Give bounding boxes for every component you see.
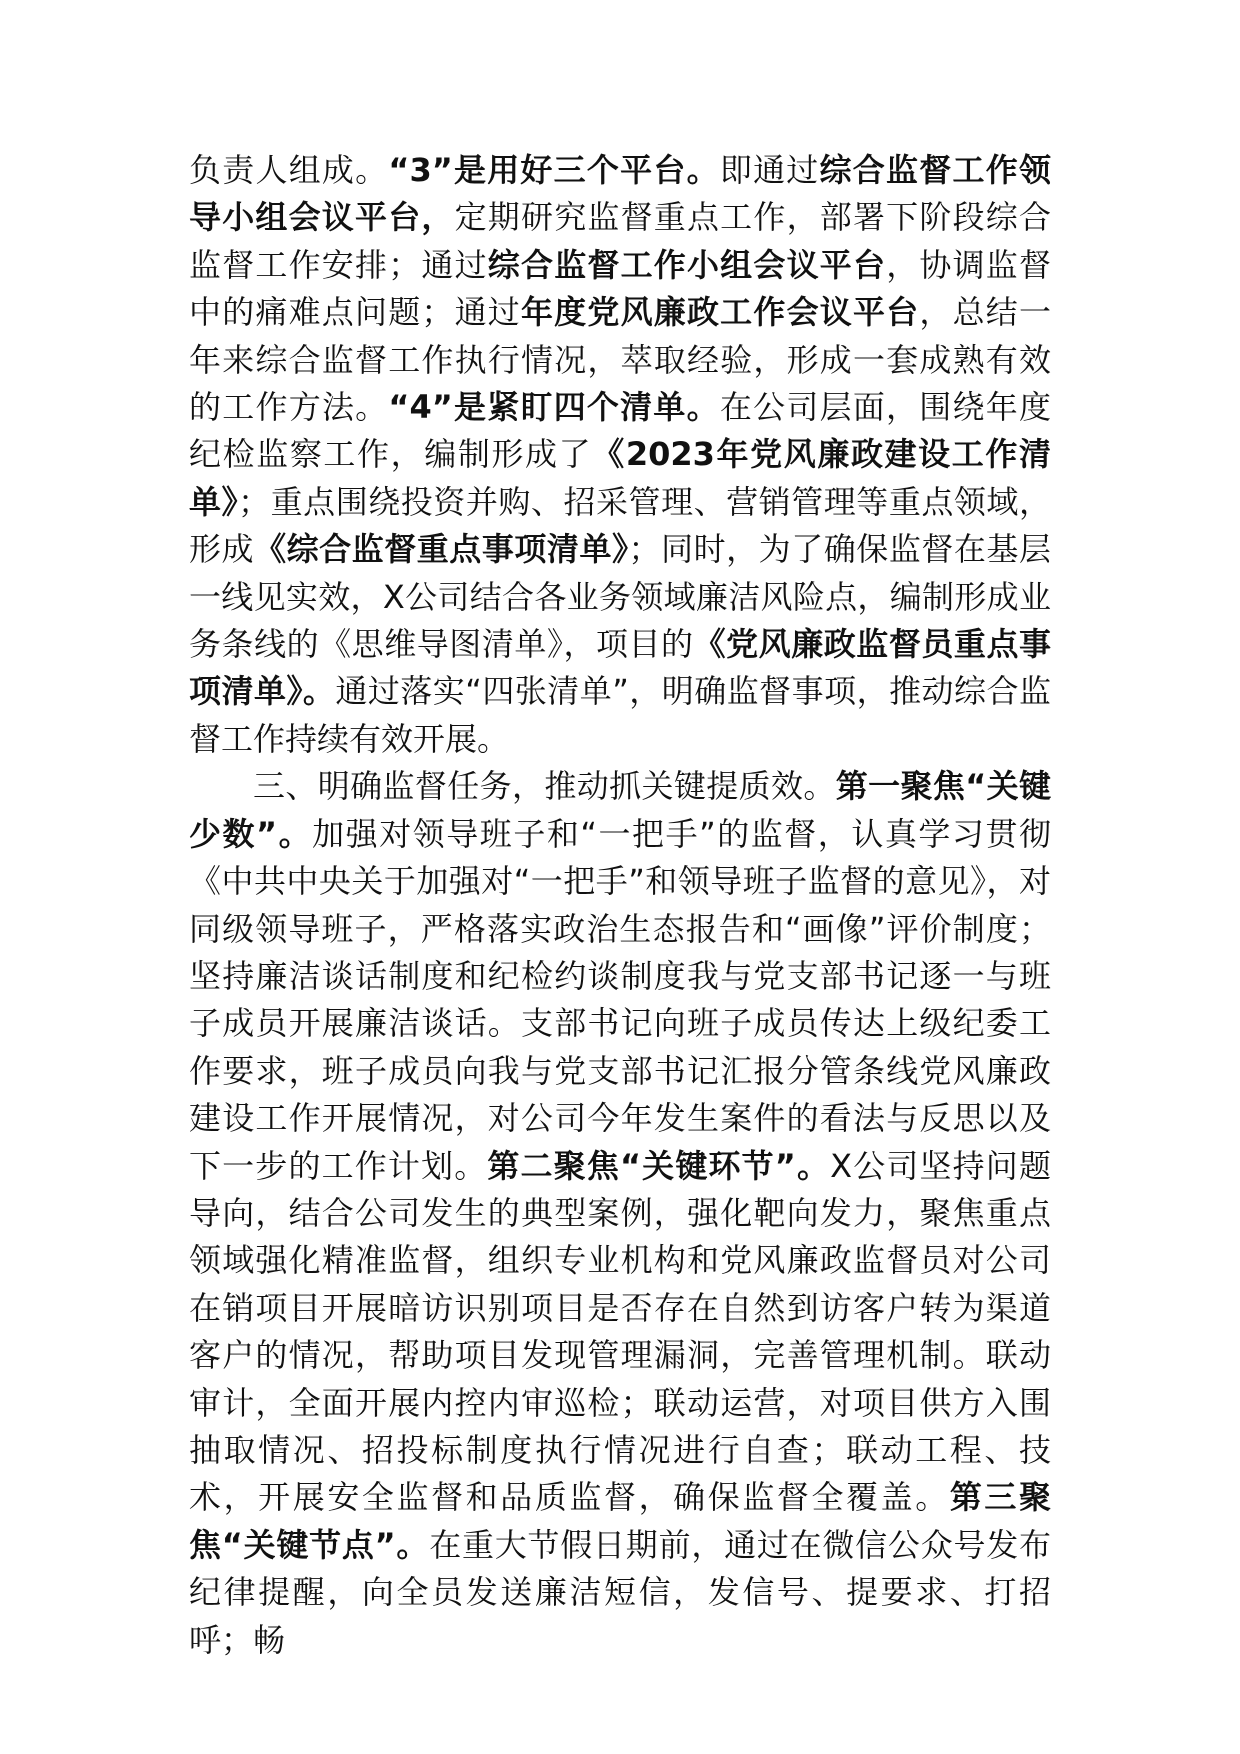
bold-run: 《党风廉政监督员重点事项清单》。 xyxy=(189,625,1051,711)
text-run: 通过落实“四张清单”，明确监督事项，推动综合监督工作持续有效开展。 xyxy=(189,672,1051,758)
document-body xyxy=(189,147,1051,1664)
text-run: ；同时，为了确保监督在基层一线见实效，X公司结合各业务领域廉洁风险点，编制形成业务条线的《思维导图清单》，项目的 xyxy=(189,530,1051,664)
text-run: 定期研究监督重点工作，部署下阶段综合监督工作安排；通过 xyxy=(189,198,1051,284)
bold-run: 《2023年党风廉政建设工作清单》 xyxy=(189,435,1051,521)
bold-run: 第二聚焦“关键环节”。 xyxy=(487,1146,831,1185)
text-run: ；重点围绕投资并购、招采管理、营销管理等重点领域，形成 xyxy=(189,482,1051,569)
text-run: X公司坚持问题导向，结合公司发生的典型案例，强化靶向发力，聚焦重点领域强化精准监督，组织专业机构和党风廉政监督员对公司在销项目开展暗访识别项目是否存在自然到访客户转为渠道客户的情况，帮助项目发现管理漏洞，完善管理机制。联动审计，全面开展内控内审巡检；联动运营，对项目供方入围抽取情况、招投标制度执行情况进行自查；联动工程、技术，开展安全监督和品质监督，确保监督全覆盖。 xyxy=(189,1146,1051,1517)
bold-run: “3”是用好三个平台。 xyxy=(388,151,720,189)
paragraph-platforms-checklists xyxy=(189,147,1051,763)
text-run: 在重大节假日期前，通过在微信公众号发布纪律提醒，向全员发送廉洁短信，发信号、提要求、打招呼；畅 xyxy=(189,1525,1051,1659)
text-run: 即通过 xyxy=(719,151,820,189)
bold-run: 《综合监督重点事项清单》 xyxy=(254,530,629,569)
text-run: 负责人组成。 xyxy=(189,151,389,189)
section-heading: 三、明确监督任务，推动抓关键提质效。 xyxy=(253,767,836,806)
text-run: 在公司层面，围绕年度纪检监察工作，编制形成了 xyxy=(189,388,1051,474)
bold-run: 第三聚焦“关键节点”。 xyxy=(189,1478,1051,1564)
bold-run: 第一聚焦“关键少数”。 xyxy=(189,767,1051,853)
bold-run: 综合监督工作小组会议平台 xyxy=(487,245,887,284)
bold-run: 年度党风廉政工作会议平台 xyxy=(520,293,920,332)
text-run: ，总结一年来综合监督工作执行情况，萃取经验，形成一套成熟有效的工作方法。 xyxy=(189,293,1051,427)
text-run: 加强对领导班子和“一把手”的监督，认真学习贯彻《中共中央关于加强对“一把手”和领导班子监督的意见》，对同级领导班子，严格落实政治生态报告和“画像”评价制度；坚持廉洁谈话制度和纪检约谈制度我与党支部书记逐一与班子成员开展廉洁谈话。支部书记向班子成员传达上级纪委工作要求，班子成员向我与党支部书记汇报分管条线党风廉政建设工作开展情况，对公司今年发生案件的看法与反思以及下一步的工作计划。 xyxy=(189,814,1051,1185)
bold-run: “4”是紧盯四个清单。 xyxy=(388,388,720,427)
text-run: ，协调监督中的痛难点问题；通过 xyxy=(189,245,1051,332)
bold-run: 综合监督工作领导小组会议平台， xyxy=(189,151,1051,237)
paragraph-supervision-tasks xyxy=(189,763,1051,1664)
